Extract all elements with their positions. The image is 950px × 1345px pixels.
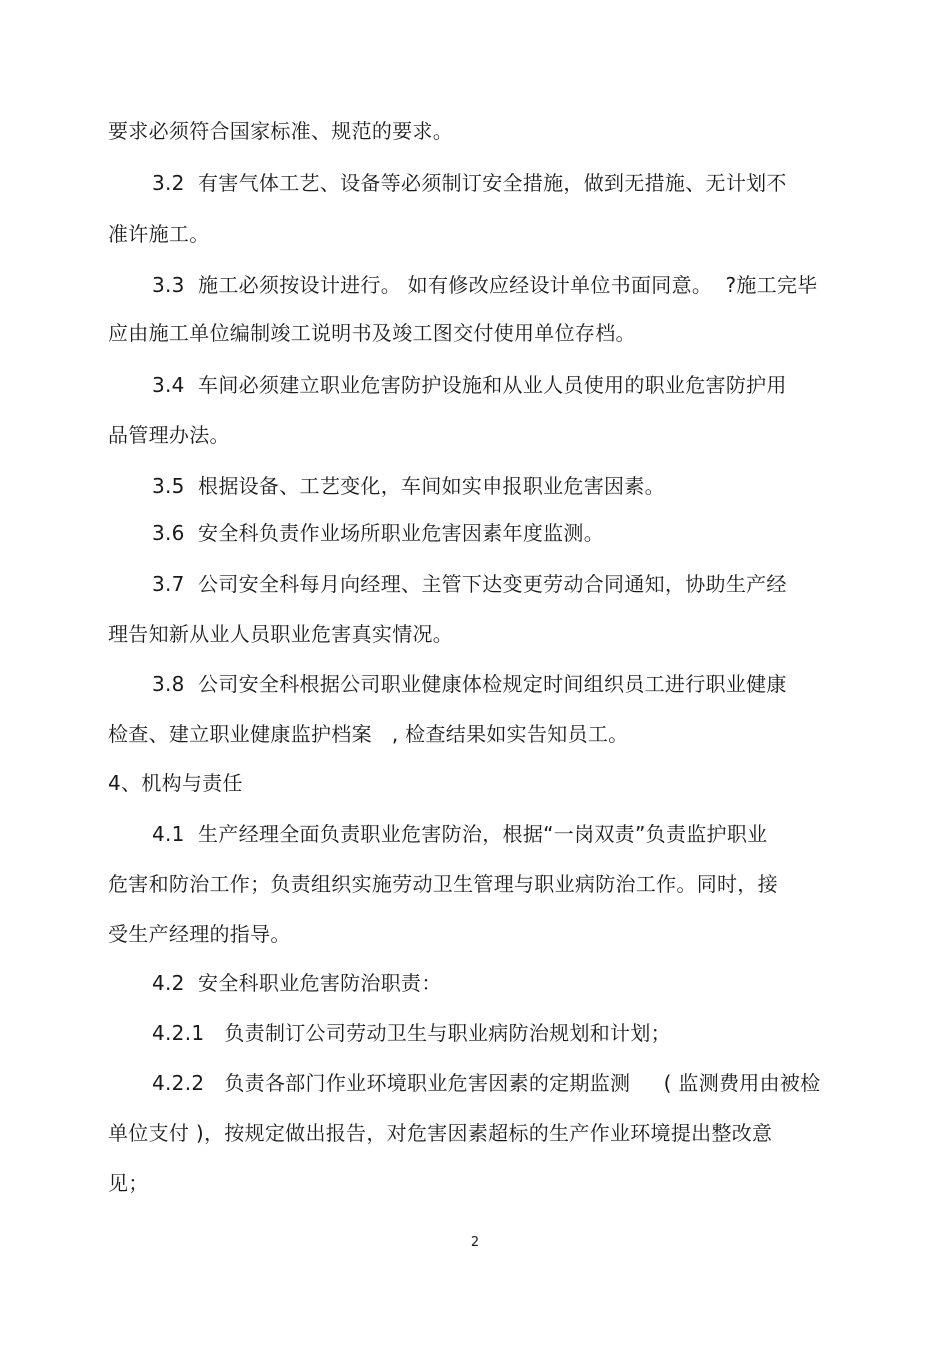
page-number: 2	[470, 1235, 480, 1250]
paragraph-line: 4.2.1 负责制订公司劳动卫生与职业病防治规划和计划；	[152, 1021, 671, 1045]
paragraph-line: 检查、建立职业健康监护档案 , 检查结果如实告知员工。	[108, 722, 629, 746]
paragraph-line: 3.7 公司安全科每月向经理、主管下达变更劳动合同通知，协助生产经	[152, 572, 787, 596]
paragraph-line: 受生产经理的指导。	[108, 922, 291, 946]
paragraph-line: 应由施工单位编制竣工说明书及竣工图交付使用单位存档。	[108, 321, 636, 345]
paragraph-line: 3.3 施工必须按设计进行。 如有修改应经设计单位书面同意。 ?施工完毕	[152, 273, 818, 297]
paragraph-line: 品管理办法。	[108, 423, 230, 447]
paragraph-line: 准许施工。	[108, 222, 210, 246]
paragraph-line: 危害和防治工作；负责组织实施劳动卫生管理与职业病防治工作。同时，接	[108, 872, 778, 896]
paragraph-line: 4.1 生产经理全面负责职业危害防治，根据“一岗双责”负责监护职业	[152, 822, 768, 846]
paragraph-line: 理告知新从业人员职业危害真实情况。	[108, 622, 454, 646]
paragraph-line: 3.2 有害气体工艺、设备等必须制订安全措施，做到无措施、无计划不	[152, 171, 787, 195]
paragraph-line: 3.8 公司安全科根据公司职业健康体检规定时间组织员工进行职业健康	[152, 672, 787, 696]
paragraph-line: 3.6 安全科负责作业场所职业危害因素年度监测。	[152, 521, 605, 545]
paragraph-line: 3.5 根据设备、工艺变化，车间如实申报职业危害因素。	[152, 474, 665, 498]
paragraph-line: 要求必须符合国家标准、规范的要求。	[108, 119, 454, 143]
paragraph-line: 4.2.2 负责各部门作业环境职业危害因素的定期监测 ( 监测费用由被检	[152, 1071, 821, 1095]
paragraph-line: 单位支付 )，按规定做出报告，对危害因素超标的生产作业环境提出整改意	[108, 1121, 773, 1145]
section-heading: 4、机构与责任	[108, 771, 243, 795]
paragraph-line: 见；	[108, 1171, 149, 1195]
paragraph-line: 4.2 安全科职业危害防治职责：	[152, 971, 442, 995]
paragraph-line: 3.4 车间必须建立职业危害防护设施和从业人员使用的职业危害防护用	[152, 373, 787, 397]
